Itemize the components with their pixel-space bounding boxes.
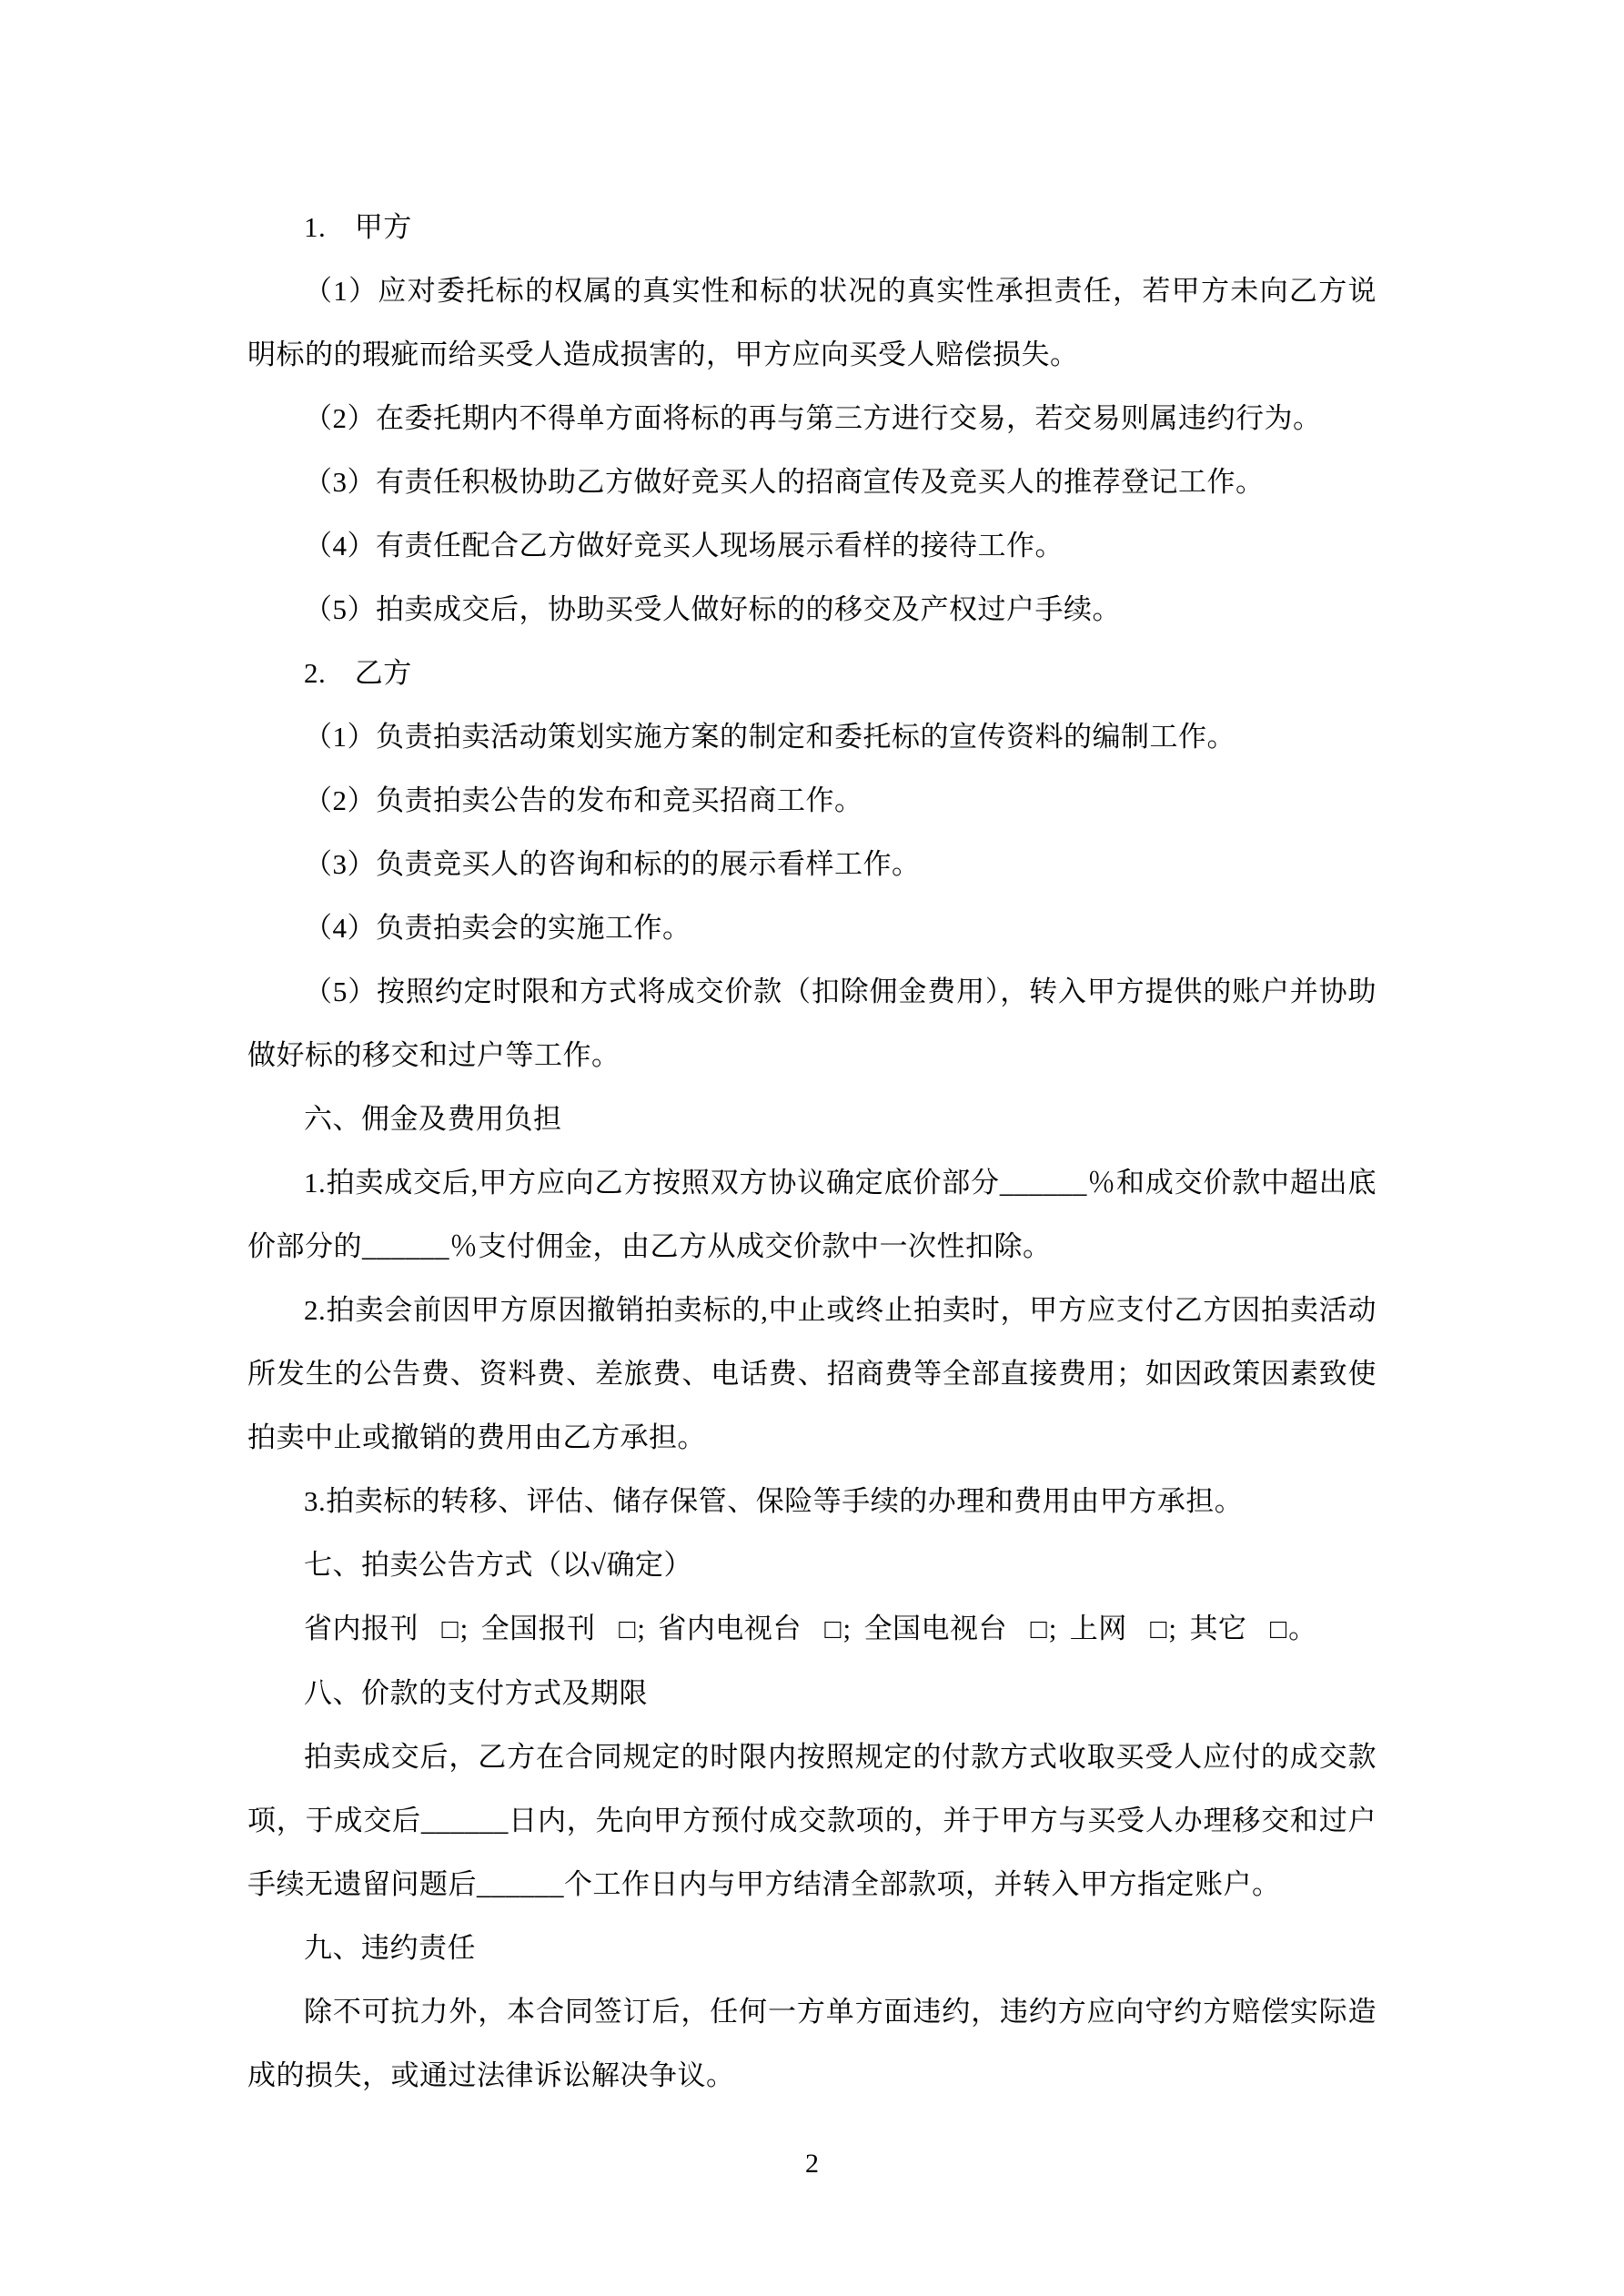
checkbox-icon: □ — [619, 1614, 636, 1644]
option-separator: ; — [1048, 1613, 1057, 1644]
party-b-heading: 2. 乙方 — [304, 657, 412, 689]
payment-clause: 拍卖成交后，乙方在合同规定的时限内按照规定的付款方式收取买受人应付的成交款项，于成交后______日内，先向甲方预付成交款项的，并于甲方与买受人办理移交和过户手续无遗留问题后______个工作日内与甲方结清全部款项，并转入甲方指定账户。 — [247, 1741, 1377, 1900]
section-heading-breach: 九、违约责任 — [304, 1932, 476, 1964]
party-a-heading: 1. 甲方 — [304, 211, 412, 243]
section-heading-payment: 八、价款的支付方式及期限 — [304, 1677, 648, 1709]
option-separator: 。 — [1288, 1613, 1317, 1644]
publicity-option-national-tv — [864, 1613, 1057, 1644]
publicity-options-line — [247, 1597, 1377, 1662]
checkbox-icon: □ — [1150, 1614, 1167, 1644]
party-b-clause-5: （5）按照约定时限和方式将成交价款（扣除佣金费用），转入甲方提供的账户并协助做好标的移交和过户等工作。 — [247, 976, 1377, 1071]
section-heading-announcement-method: 七、拍卖公告方式（以√确定） — [304, 1549, 693, 1581]
commission-clause-3: 3.拍卖标的转移、评估、储存保管、保险等手续的办理和费用由甲方承担。 — [304, 1485, 1244, 1517]
publicity-option-internet — [1070, 1613, 1177, 1644]
option-label: 全国报刊 — [480, 1613, 596, 1644]
party-a-clause-2: （2）在委托期内不得单方面将标的再与第三方进行交易，若交易则属违约行为。 — [304, 402, 1322, 434]
checkbox-icon: □ — [824, 1614, 842, 1644]
option-separator: ; — [1168, 1613, 1177, 1644]
commission-clause-2: 2.拍卖会前因甲方原因撤销拍卖标的,中止或终止拍卖时，甲方应支付乙方因拍卖活动所发生的公告费、资料费、差旅费、电话费、招商费等全部直接费用；如因政策因素致使拍卖中止或撤销的费用由乙方承担。 — [247, 1294, 1377, 1453]
checkbox-icon: □ — [441, 1614, 459, 1644]
option-separator: ; — [637, 1613, 646, 1644]
option-label: 全国电视台 — [863, 1613, 1008, 1644]
commission-clause-1: 1.拍卖成交后,甲方应向乙方按照双方协议确定底价部分______％和成交价款中超出底价部分的______％支付佣金，由乙方从成交价款中一次性扣除。 — [247, 1167, 1377, 1262]
party-b-clause-1: （1）负责拍卖活动策划实施方案的制定和委托标的宣传资料的编制工作。 — [304, 721, 1236, 753]
checkbox-icon: □ — [1269, 1614, 1287, 1644]
party-b-clause-2: （2）负责拍卖公告的发布和竞买招商工作。 — [304, 784, 863, 816]
publicity-option-provincial-press — [304, 1613, 469, 1644]
party-a-clause-1: （1）应对委托标的权属的真实性和标的状况的真实性承担责任，若甲方未向乙方说明标的的瑕疵而给买受人造成损害的，甲方应向买受人赔偿损失。 — [247, 275, 1377, 370]
party-b-clause-4: （4）负责拍卖会的实施工作。 — [304, 912, 691, 944]
option-separator: ; — [459, 1613, 469, 1644]
publicity-option-national-press — [481, 1613, 646, 1644]
party-a-clause-4: （4）有责任配合乙方做好竞买人现场展示看样的接待工作。 — [304, 530, 1064, 561]
option-label: 省内报刊 — [304, 1613, 419, 1644]
party-b-clause-3: （3）负责竞买人的咨询和标的的展示看样工作。 — [304, 848, 921, 880]
page-number: 2 — [805, 2149, 819, 2179]
party-a-clause-3: （3）有责任积极协助乙方做好竞买人的招商宣传及竞买人的推荐登记工作。 — [304, 466, 1265, 498]
checkbox-icon: □ — [1030, 1614, 1048, 1644]
publicity-option-other — [1189, 1613, 1316, 1644]
option-label: 其它 — [1189, 1613, 1247, 1644]
option-label: 上网 — [1069, 1613, 1127, 1644]
publicity-option-provincial-tv — [658, 1613, 851, 1644]
option-label: 省内电视台 — [658, 1613, 802, 1644]
option-separator: ; — [842, 1613, 852, 1644]
section-heading-commission: 六、佣金及费用负担 — [304, 1103, 562, 1135]
breach-clause: 除不可抗力外，本合同签订后，任何一方单方面违约，违约方应向守约方赔偿实际造成的损失，或通过法律诉讼解决争议。 — [247, 1996, 1377, 2091]
party-a-clause-5: （5）拍卖成交后，协助买受人做好标的的移交及产权过户手续。 — [304, 593, 1121, 625]
